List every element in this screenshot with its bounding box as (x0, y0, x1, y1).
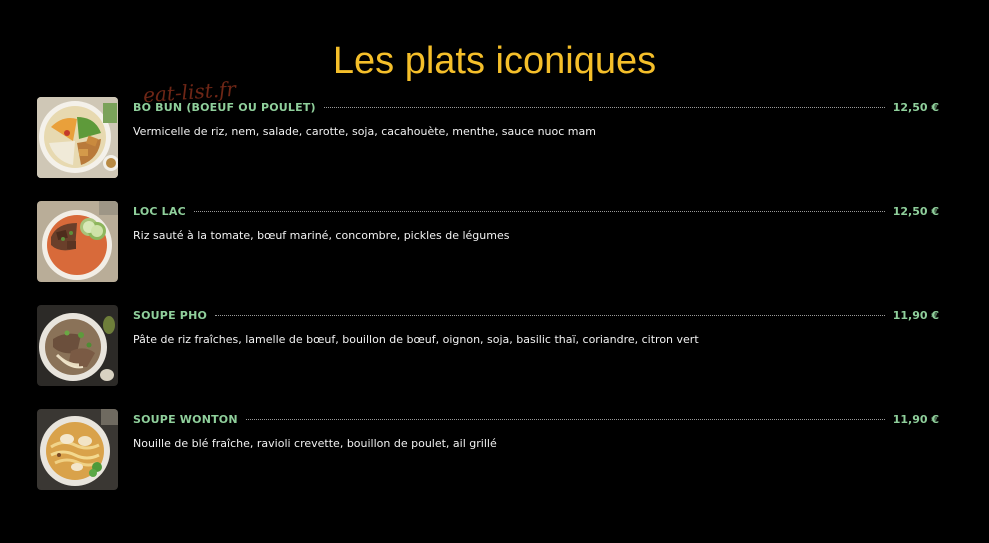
menu-item-soupe-wonton (37, 409, 939, 490)
bo-bun-header (133, 99, 939, 115)
leader-dots (215, 315, 885, 316)
menu-item-bo-bun (37, 97, 939, 178)
menu-item-soupe-pho (37, 305, 939, 386)
soupe-wonton-photo (37, 409, 118, 490)
item-description: Pâte de riz fraîches, lamelle de bœuf, bouillon de bœuf, oignon, soja, basilic thaï, coriandre, citron vert (133, 333, 699, 346)
menu-item-loc-lac (37, 201, 939, 282)
leader-dots (246, 419, 885, 420)
soupe-pho-details (133, 307, 939, 346)
item-description: Vermicelle de riz, nem, salade, carotte, soja, cacahouète, menthe, sauce nuoc mam (133, 125, 596, 138)
item-name: LOC LAC (133, 204, 186, 218)
item-description: Riz sauté à la tomate, bœuf mariné, concombre, pickles de légumes (133, 229, 510, 242)
soupe-pho-header (133, 307, 939, 323)
item-price: 11,90 € (892, 412, 939, 426)
loc-lac-details (133, 203, 939, 242)
menu-list (37, 97, 939, 513)
item-name: BO BUN (BOEUF OU POULET) (133, 100, 316, 114)
item-name: SOUPE PHO (133, 308, 208, 322)
item-description: Nouille de blé fraîche, ravioli crevette, bouillon de poulet, ail grillé (133, 437, 497, 450)
leader-dots (194, 211, 885, 212)
bo-bun-details (133, 99, 939, 138)
item-price: 11,90 € (892, 308, 939, 322)
item-price: 12,50 € (892, 204, 939, 218)
item-name: SOUPE WONTON (133, 412, 238, 426)
loc-lac-header (133, 203, 939, 219)
item-price: 12,50 € (892, 100, 939, 114)
soupe-pho-photo (37, 305, 118, 386)
leader-dots (324, 107, 885, 108)
soupe-wonton-details (133, 411, 939, 450)
bo-bun-photo (37, 97, 118, 178)
page-title: Les plats iconiques (332, 40, 657, 82)
loc-lac-photo (37, 201, 118, 282)
watermark: eat-list.fr (142, 76, 237, 108)
soupe-wonton-header (133, 411, 939, 427)
